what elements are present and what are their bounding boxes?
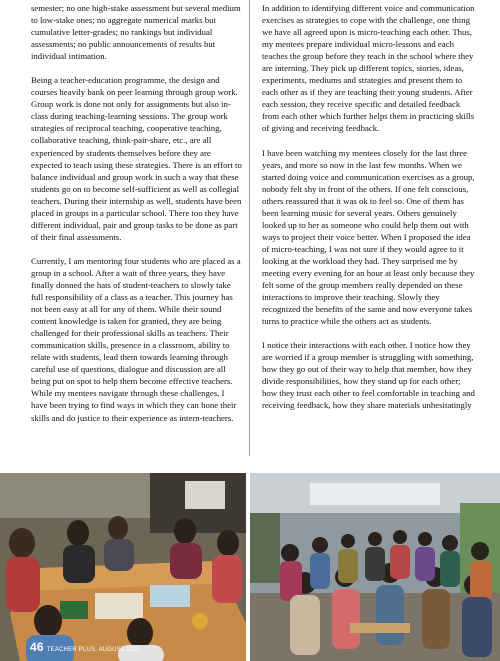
paragraph: I have been watching my mentees closely for the last three years, and more so now in the last few months. When we started doing voice and communication exercises as a group, nobody felt shy in front of the others. If one felt conscious, others reassured that it was ok to feel so. One of them has been learning music for several years. Others genuinely looked up to her as someone who could help them out with ways to project their voice better. When I proposed the idea of micro-teaching, I was not sure if they would agree to it looking at the workload they had. They surprised me by meeting every evening for an hour at least only because they felt some of the group members really depended on these interactions to improve their teaching. Slowly they recognized the benefits of the same and now everyone takes turns to practice while the others act as students. bbox=[262, 147, 475, 327]
paragraph: Being a teacher-education programme, the design and courses heavily bank on peer learning through group work. Group work is done not only for assignments but also in-class during teaching-learning sessions. The group work strategies of reciprocal teaching, cooperative teaching, collaborative teaching, think-pair-share, etc., are all experienced by students themselves before they are expected to teach using these strategies. There is an effort to balance individual and group work in such a way that these students go on to become self-sufficient as well as collegial teachers. During their internship as well, students have been placed in groups in a particular school. There too they have different individual, pair and group tasks to be done as part of their final assessments. bbox=[31, 75, 242, 242]
paragraph: Currently, I am mentoring four students who are placed as a group in a school. After a wait of three years, they have finally donned the hats of student-teachers to slowly take full responsibility of a class as a teacher. This journey has not been easy at all for any of them. While their sound content knowledge is taken for granted, they are being challenged for their professional skills as teachers. Their communication skills, presence in a classroom, ability to relate with students, lead them towards learning through careful use of questions, dialogue and discussion are all being put on spot to help them become effective teachers. While my mentees navigate through these challenges, I have been trying to find ways in which they can hone their skills and do justice to their experience as intern-teachers. bbox=[31, 255, 241, 423]
paragraph: I notice their interactions with each other. I notice how they are worried if a group member is struggling with something, how they go out of their way to help that member, how they divide responsibilities, how they stand up for each other; how they trust each other to feel comfortable in teaching and receiving feedback, how they share materials unhesitatingly bbox=[262, 340, 475, 411]
photo-strip bbox=[0, 473, 500, 661]
article-left-column bbox=[31, 2, 243, 436]
classroom-table-photo bbox=[0, 473, 246, 661]
paragraph: semester; no one high-stake assessment but several medium to low-stake ones; no aggregate numerical marks but cumulative letter-grades; no rankings but individual assessments; no public announcements of results but individual intimation. bbox=[31, 3, 241, 62]
publication-name: TEACHER PLUS, AUGUST 2022 bbox=[46, 647, 141, 653]
page-footer bbox=[30, 640, 141, 654]
classroom-group-photo bbox=[250, 473, 500, 661]
article-right-column bbox=[262, 2, 476, 424]
column-divider bbox=[249, 0, 250, 456]
page-number: 46 bbox=[30, 640, 44, 654]
paragraph: In addition to identifying different voice and communication exercises as strategies to cope with the challenge, one thing we have all agreed upon is micro-teaching each other. Thus, my mentees prepare individual micro-lessons and each teaches the group before they teach in the school where they are interning. They pick up different topics, stories, ideas, experiments, mediums and strategies and present them to each other as if they are teaching their young students. After each session, they receive specific and detailed feedback from each other which further helps them in practicing skills of giving and receiving feedback. bbox=[262, 3, 475, 134]
